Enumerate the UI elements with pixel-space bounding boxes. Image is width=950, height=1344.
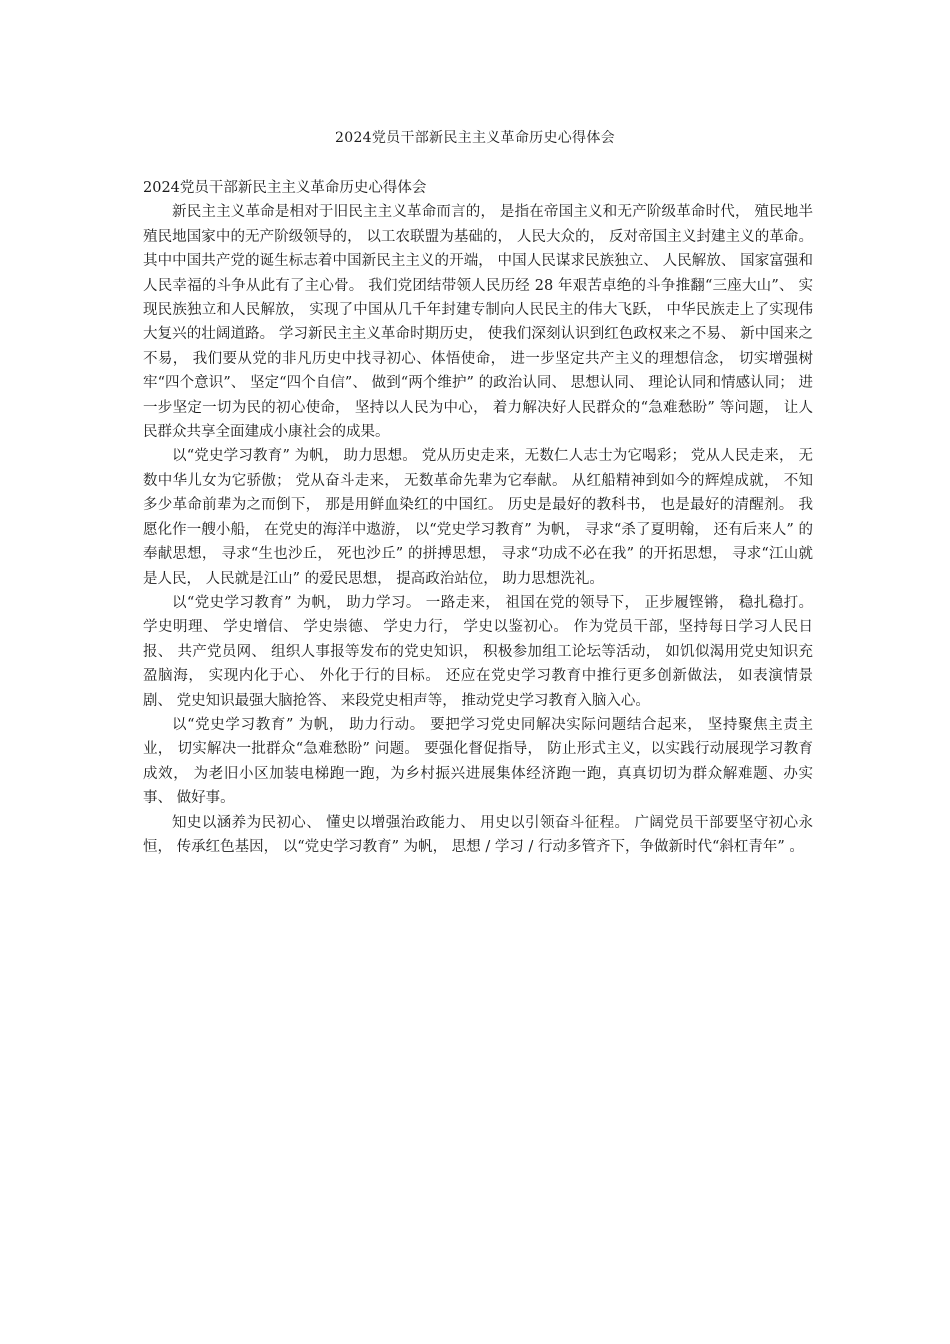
paragraph-intro: 新民主主义革命是相对于旧民主主义革命而言的， 是指在帝国主义和无产阶级革命时代， 殖民地半殖民地国家中的无产阶级领导的， 以工农联盟为基础的， 人民大众的， 反对帝国主义封建主义的革命。 其中中国共产党的诞生标志着中国新民主主义的开端， 中国人民谋求民族独立、 人民解放、 国家富强和人民幸福的斗争从此有了主心骨。 我们党团结带领人民历经 28 年艰苦卓绝的斗争推翻“三座大山”、 实现民族独立和人民解放， 实现了中国从几千年封建专制向人民民主的伟大飞跃， 中华民族走上了实现伟大复兴的壮阔道路。 学习新民主主义革命时期历史， 使我们深刻认识到红色政权来之不易、 新中国来之不易， 我们要从党的非凡历史中找寻初心、体悟使命， 进一步坚定共产主义的理想信念， 切实增强树牢“四个意识”、 坚定“四个自信”、 做到“两个维护” 的政治认同、 思想认同、 理论认同和情感认同； 进一步坚定一切为民的初心使命， 坚持以人民为中心， 着力解决好人民群众的“急难愁盼” 等问题， 让人民群众共享全面建成小康社会的成果。 — [143, 204, 813, 441]
paragraph-conclusion: 知史以涵养为民初心、 懂史以增强治政能力、 用史以引领奋斗征程。 广阔党员干部要坚守初心永恒， 传承红色基因， 以“党史学习教育” 为帆， 思想 / 学习 / 行动多管齐下，争做新时代“斜杠青年” 。 — [143, 814, 813, 855]
paragraph-thought: 以“党史学习教育” 为帆， 助力思想。 党从历史走来，无数仁人志士为它喝彩； 党从人民走来， 无数中华儿女为它骄傲； 党从奋斗走来， 无数革命先辈为它奉献。 从红船精神到如今的辉煌成就， 不知多少革命前辈为之而倒下， 那是用鲜血染红的中国红。 历史是最好的教科书， 也是最好的清醒剂。 我愿化作一艘小船， 在党史的海洋中遨游， 以“党史学习教育” 为帆， 寻求“杀了夏明翰， 还有后来人” 的奉献思想， 寻求“生也沙丘， 死也沙丘” 的拼搏思想， 寻求“功成不必在我” 的开拓思想， 寻求“江山就是人民， 人民就是江山” 的爱民思想， 提高政治站位， 助力思想洗礼。 — [143, 448, 813, 587]
paragraph-study: 以“党史学习教育” 为帆， 助力学习。 一路走来， 祖国在党的领导下， 正步履铿锵， 稳扎稳打。 学史明理、 学史增信、 学史崇德、 学史力行， 学史以鉴初心。 作为党员干部，坚持每日学习人民日报、 共产党员网、 组织人事报等发布的党史知识， 积极参加组工论坛等活动， 如饥似渴用党史知识充盈脑海， 实现内化于心、 外化于行的目标。 还应在党史学习教育中推行更多创新做法， 如表演情景剧、 党史知识最强大脑抢答、 来段党史相声等， 推动党史学习教育入脑入心。 — [143, 594, 813, 709]
document-title: 2024党员干部新民主主义革命历史心得体会 — [335, 130, 615, 146]
document-subtitle: 2024党员干部新民主主义革命历史心得体会 — [143, 180, 427, 196]
paragraph-action: 以“党史学习教育” 为帆， 助力行动。 要把学习党史同解决实际问题结合起来， 坚持聚焦主责主业， 切实解决一批群众“急难愁盼” 问题。 要强化督促指导， 防止形式主义，以实践行动展现学习教育成效， 为老旧小区加装电梯跑一跑，为乡村振兴进展集体经济跑一跑，真真切切为群众解难题、办实事、 做好事。 — [143, 716, 813, 807]
document-body — [143, 176, 813, 859]
